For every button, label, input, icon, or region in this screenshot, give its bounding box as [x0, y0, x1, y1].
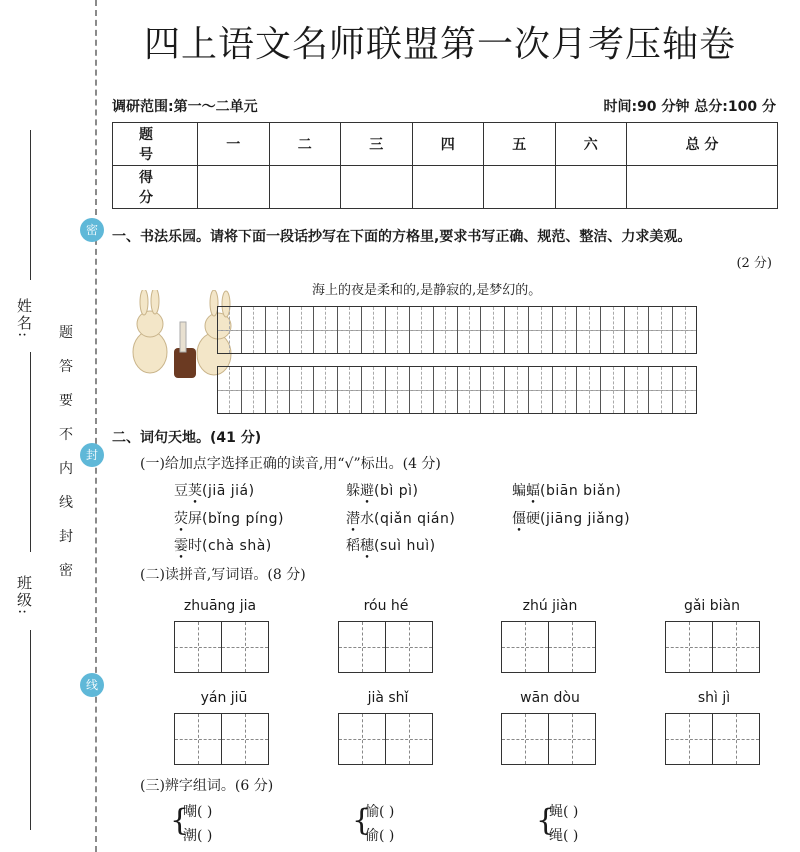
binding-dashed-line: [95, 0, 97, 852]
pronunciation-item[interactable]: 僵硬(jiāng jiǎng): [512, 511, 631, 527]
grid-cell[interactable]: [266, 367, 290, 413]
section1-points: (2 分): [736, 256, 772, 271]
grid-cell[interactable]: [553, 307, 577, 353]
score-table-header-row: [113, 123, 778, 166]
grid-cell[interactable]: [601, 307, 625, 353]
writing-box-pair[interactable]: [338, 621, 433, 673]
grid-cell[interactable]: [673, 307, 696, 353]
grid-cell[interactable]: [410, 307, 434, 353]
score-row-label: 得 分: [113, 166, 198, 209]
grid-cell[interactable]: [481, 367, 505, 413]
score-table: [112, 122, 778, 209]
grid-cell[interactable]: [362, 367, 386, 413]
char-pair[interactable]: 愉( ) 偷( ): [365, 804, 395, 844]
name-write-line-lower[interactable]: [30, 352, 31, 552]
grid-cell[interactable]: [625, 367, 649, 413]
grid-cell[interactable]: [362, 307, 386, 353]
grid-cell[interactable]: [505, 367, 529, 413]
name-label: 姓名:: [15, 298, 33, 340]
pinyin-prompt: wān dòu: [520, 690, 580, 706]
writing-box-pair[interactable]: [338, 713, 433, 765]
grid-cell[interactable]: [505, 307, 529, 353]
score-input-cell[interactable]: [198, 166, 270, 209]
score-cell: 总 分: [627, 123, 778, 166]
score-cell: 四: [412, 123, 484, 166]
copy-grid-row-1[interactable]: [217, 306, 697, 354]
writing-box-pair[interactable]: [665, 621, 760, 673]
writing-box-pair[interactable]: [665, 713, 760, 765]
part3-heading: (三)辨字组词。(6 分): [140, 778, 274, 794]
class-write-line[interactable]: [30, 630, 31, 830]
grid-cell[interactable]: [386, 367, 410, 413]
grid-cell[interactable]: [458, 367, 482, 413]
pinyin-prompt: gǎi biàn: [683, 598, 741, 614]
grid-cell[interactable]: [314, 307, 338, 353]
grid-cell[interactable]: [577, 307, 601, 353]
brace: {: [352, 803, 372, 838]
brace: {: [536, 803, 556, 838]
exam-time-total: 时间:90 分钟 总分:100 分: [603, 99, 776, 115]
score-cell: 六: [555, 123, 627, 166]
binding-warning-text: 题 答 要 不 内 线 封 密: [59, 325, 73, 579]
pinyin-prompt: zhú jiàn: [522, 598, 578, 614]
grid-cell[interactable]: [338, 367, 362, 413]
score-cell: 一: [198, 123, 270, 166]
grid-cell[interactable]: [601, 367, 625, 413]
score-cell: 题 号: [113, 123, 198, 166]
pronunciation-item[interactable]: 稻穗(suì huì): [346, 538, 436, 554]
pronunciation-item[interactable]: 豆荚(jiā jiá): [174, 483, 255, 499]
pinyin-prompt: jià shǐ: [367, 690, 409, 706]
score-cell: 三: [341, 123, 413, 166]
grid-cell[interactable]: [649, 307, 673, 353]
score-cell: 五: [484, 123, 556, 166]
grid-cell[interactable]: [673, 367, 696, 413]
pronunciation-item[interactable]: 蝙蝠(biān biǎn): [512, 483, 622, 499]
grid-cell[interactable]: [529, 307, 553, 353]
grid-cell[interactable]: [649, 367, 673, 413]
copy-sentence: 海上的夜是柔和的,是静寂的,是梦幻的。: [312, 283, 542, 298]
score-cell: 二: [269, 123, 341, 166]
grid-cell[interactable]: [290, 367, 314, 413]
grid-cell[interactable]: [481, 307, 505, 353]
pronunciation-item[interactable]: 躲避(bì pì): [346, 483, 419, 499]
pinyin-prompt: yán jiū: [200, 690, 248, 706]
score-input-cell[interactable]: [627, 166, 778, 209]
part2-heading: (二)读拼音,写词语。(8 分): [140, 567, 306, 583]
brace: {: [170, 803, 190, 838]
grid-cell[interactable]: [458, 307, 482, 353]
score-input-cell[interactable]: [269, 166, 341, 209]
grid-cell[interactable]: [434, 367, 458, 413]
section1-heading: 一、书法乐园。请将下面一段话抄写在下面的方格里,要求书写正确、规范、整洁、力求美观。: [112, 229, 692, 245]
grid-cell[interactable]: [314, 367, 338, 413]
pronunciation-item[interactable]: 荧屏(bǐng píng): [174, 511, 284, 527]
grid-cell[interactable]: [529, 367, 553, 413]
grid-cell[interactable]: [218, 307, 242, 353]
pinyin-prompt: zhuāng jia: [183, 598, 257, 614]
seal-mark-mi: 密: [80, 218, 104, 242]
copy-grid-row-2[interactable]: [217, 366, 697, 414]
grid-cell[interactable]: [434, 307, 458, 353]
pinyin-prompt: shì jì: [697, 690, 731, 706]
grid-cell[interactable]: [553, 367, 577, 413]
grid-cell[interactable]: [410, 367, 434, 413]
pinyin-prompt: róu hé: [363, 598, 409, 614]
char-pair[interactable]: 蝇( ) 绳( ): [549, 804, 579, 844]
writing-box-pair[interactable]: [501, 621, 596, 673]
grid-cell[interactable]: [577, 367, 601, 413]
grid-cell[interactable]: [338, 307, 362, 353]
exam-scope: 调研范围:第一～二单元: [112, 99, 258, 115]
score-input-cell[interactable]: [484, 166, 556, 209]
grid-cell[interactable]: [218, 367, 242, 413]
score-input-cell[interactable]: [341, 166, 413, 209]
score-input-cell[interactable]: [412, 166, 484, 209]
section2-heading: 二、词句天地。(41 分): [112, 430, 262, 446]
pronunciation-item[interactable]: 霎时(chà shà): [174, 538, 272, 554]
score-input-cell[interactable]: [555, 166, 627, 209]
char-pair[interactable]: 嘲( ) 潮( ): [183, 804, 213, 844]
part1-heading: (一)给加点字选择正确的读音,用“√”标出。(4 分): [140, 456, 441, 472]
page-title: 四上语文名师联盟第一次月考压轴卷: [143, 24, 736, 65]
seal-mark-feng: 封: [80, 443, 104, 467]
grid-cell[interactable]: [290, 307, 314, 353]
seal-mark-xian: 线: [80, 673, 104, 697]
score-table-score-row: [113, 166, 778, 209]
writing-box-pair[interactable]: [501, 713, 596, 765]
grid-cell[interactable]: [266, 307, 290, 353]
pronunciation-item[interactable]: 潜水(qiǎn qián): [346, 511, 456, 527]
grid-cell[interactable]: [625, 307, 649, 353]
grid-cell[interactable]: [386, 307, 410, 353]
writing-box-pair[interactable]: [174, 621, 269, 673]
class-label: 班级:: [15, 575, 33, 617]
name-write-line[interactable]: [30, 130, 31, 280]
writing-box-pair[interactable]: [174, 713, 269, 765]
grid-cell[interactable]: [242, 307, 266, 353]
grid-cell[interactable]: [242, 367, 266, 413]
